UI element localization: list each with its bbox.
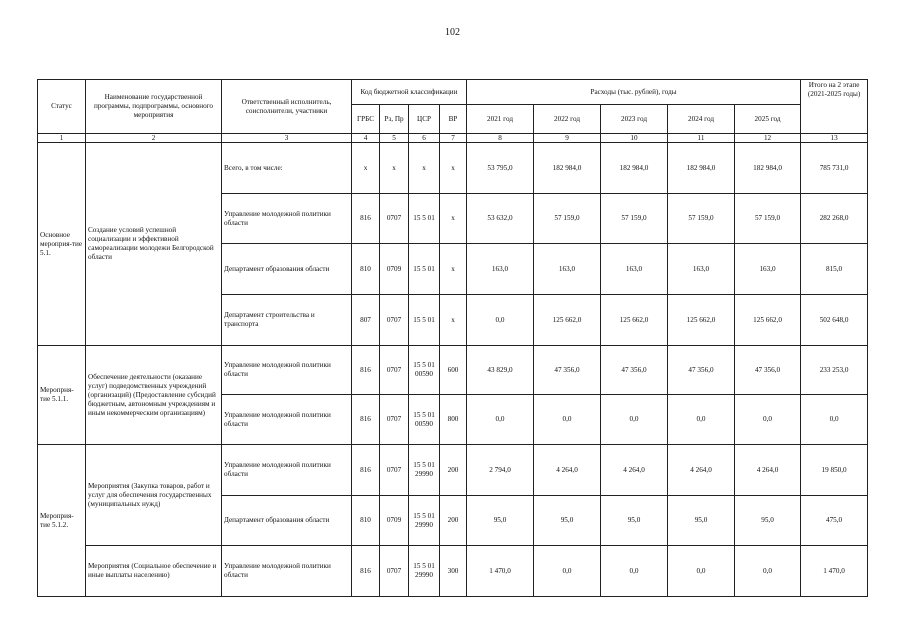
measure-name-cell: Создание условий успешной социализации и эффективной самореализации молодежи Белгородской области: [86, 143, 222, 346]
executor-cell: Департамент образования области: [222, 496, 352, 546]
executor-cell: Департамент образования области: [222, 244, 352, 295]
header-rz-pr: Рз, Пр: [380, 105, 409, 134]
grbs-cell: 810: [352, 496, 380, 546]
vr-cell: 800: [440, 395, 467, 445]
header-2021: 2021 год: [467, 105, 534, 134]
header-2025: 2025 год: [735, 105, 801, 134]
amount-2024-cell: 47 356,0: [668, 346, 735, 395]
header-total: Итого на 2 этапе (2021-2025 годы): [801, 80, 868, 134]
measure-name-cell: Обеспечение деятельности (оказание услуг) подведомственных учреждений (организаций) (Предоставление субсидий бюджетным, автономным учреждениям и иным некоммерческим организациям): [86, 346, 222, 445]
amount-2022-cell: 57 159,0: [534, 194, 601, 244]
total-cell: 475,0: [801, 496, 868, 546]
rz-pr-cell: 0707: [380, 395, 409, 445]
grbs-cell: 816: [352, 346, 380, 395]
header-2023: 2023 год: [601, 105, 668, 134]
csr-cell: 15 5 01 00590: [409, 346, 440, 395]
amount-2021-cell: 0,0: [467, 395, 534, 445]
col-index: 12: [735, 134, 801, 143]
status-cell: Меропрня-тие 5.1.1.: [38, 346, 86, 445]
amount-2021-cell: 163,0: [467, 244, 534, 295]
header-executor: Ответственный исполнитель, соисполнители, участники: [222, 80, 352, 134]
status-cell: Мероприя-тие 5.1.2.: [38, 445, 86, 597]
grbs-cell: 816: [352, 546, 380, 597]
grbs-cell: x: [352, 143, 380, 194]
measure-name-cell: Мероприятия (Закупка товаров, работ и услуг для обеспечения государственных (муниципальных нужд): [86, 445, 222, 546]
amount-2021-cell: 53 632,0: [467, 194, 534, 244]
vr-cell: 200: [440, 496, 467, 546]
grbs-cell: 816: [352, 395, 380, 445]
col-index: 13: [801, 134, 868, 143]
csr-cell: 15 5 01: [409, 244, 440, 295]
amount-2023-cell: 47 356,0: [601, 346, 668, 395]
header-vr: ВР: [440, 105, 467, 134]
col-index: 1: [38, 134, 86, 143]
table-row: [38, 143, 868, 194]
vr-cell: 200: [440, 445, 467, 496]
amount-2024-cell: 125 662,0: [668, 295, 735, 346]
total-cell: 0,0: [801, 395, 868, 445]
total-cell: 282 268,0: [801, 194, 868, 244]
rz-pr-cell: 0707: [380, 194, 409, 244]
executor-cell: Управление молодежной политики области: [222, 346, 352, 395]
header-budget-code: Код бюджетной классификации: [352, 80, 467, 105]
header-grbs: ГРБС: [352, 105, 380, 134]
table-row: [38, 445, 868, 496]
amount-2025-cell: 182 984,0: [735, 143, 801, 194]
total-cell: 815,0: [801, 244, 868, 295]
amount-2024-cell: 57 159,0: [668, 194, 735, 244]
amount-2022-cell: 47 356,0: [534, 346, 601, 395]
header-status: Статус: [38, 80, 86, 134]
vr-cell: x: [440, 295, 467, 346]
amount-2022-cell: 125 662,0: [534, 295, 601, 346]
amount-2022-cell: 163,0: [534, 244, 601, 295]
executor-cell: Управление молодежной политики области: [222, 546, 352, 597]
rz-pr-cell: 0707: [380, 546, 409, 597]
executor-cell: Управление молодежной политики области: [222, 194, 352, 244]
header-expenses: Расходы (тыс. рублей), годы: [467, 80, 801, 105]
amount-2021-cell: 0,0: [467, 295, 534, 346]
amount-2024-cell: 4 264,0: [668, 445, 735, 496]
amount-2024-cell: 182 984,0: [668, 143, 735, 194]
amount-2023-cell: 95,0: [601, 496, 668, 546]
grbs-cell: 807: [352, 295, 380, 346]
amount-2025-cell: 4 264,0: [735, 445, 801, 496]
executor-cell: Департамент строительства и транспорта: [222, 295, 352, 346]
amount-2025-cell: 57 159,0: [735, 194, 801, 244]
rz-pr-cell: 0709: [380, 496, 409, 546]
amount-2022-cell: 95,0: [534, 496, 601, 546]
csr-cell: 15 5 01: [409, 194, 440, 244]
executor-cell: Управление молодежной политики области: [222, 445, 352, 496]
rz-pr-cell: 0707: [380, 346, 409, 395]
budget-table: [37, 79, 868, 597]
csr-cell: 15 5 01 29990: [409, 546, 440, 597]
amount-2025-cell: 47 356,0: [735, 346, 801, 395]
col-index: 9: [534, 134, 601, 143]
col-index: 8: [467, 134, 534, 143]
executor-cell: Управление молодежной политики области: [222, 395, 352, 445]
rz-pr-cell: 0707: [380, 295, 409, 346]
grbs-cell: 810: [352, 244, 380, 295]
col-index: 3: [222, 134, 352, 143]
col-index: 2: [86, 134, 222, 143]
vr-cell: x: [440, 143, 467, 194]
col-index: 10: [601, 134, 668, 143]
amount-2023-cell: 4 264,0: [601, 445, 668, 496]
rz-pr-cell: x: [380, 143, 409, 194]
amount-2025-cell: 163,0: [735, 244, 801, 295]
rz-pr-cell: 0709: [380, 244, 409, 295]
amount-2024-cell: 0,0: [668, 546, 735, 597]
vr-cell: 600: [440, 346, 467, 395]
header-name: Наименование государственной программы, подпрограммы, основного мероприятия: [86, 80, 222, 134]
amount-2023-cell: 0,0: [601, 546, 668, 597]
vr-cell: 300: [440, 546, 467, 597]
amount-2025-cell: 95,0: [735, 496, 801, 546]
vr-cell: x: [440, 244, 467, 295]
rz-pr-cell: 0707: [380, 445, 409, 496]
col-index: 11: [668, 134, 735, 143]
header-csr: ЦСР: [409, 105, 440, 134]
amount-2021-cell: 53 795,0: [467, 143, 534, 194]
amount-2022-cell: 4 264,0: [534, 445, 601, 496]
page-number: 102: [445, 27, 460, 38]
csr-cell: 15 5 01: [409, 295, 440, 346]
amount-2022-cell: 0,0: [534, 395, 601, 445]
amount-2021-cell: 1 470,0: [467, 546, 534, 597]
grbs-cell: 816: [352, 194, 380, 244]
header-2024: 2024 год: [668, 105, 735, 134]
header-2022: 2022 год: [534, 105, 601, 134]
col-index: 7: [440, 134, 467, 143]
col-index: 6: [409, 134, 440, 143]
col-index: 4: [352, 134, 380, 143]
csr-cell: x: [409, 143, 440, 194]
table-row: [38, 546, 868, 597]
amount-2023-cell: 182 984,0: [601, 143, 668, 194]
amount-2023-cell: 125 662,0: [601, 295, 668, 346]
total-cell: 19 850,0: [801, 445, 868, 496]
csr-cell: 15 5 01 29990: [409, 496, 440, 546]
table-row: [38, 346, 868, 395]
total-cell: 1 470,0: [801, 546, 868, 597]
csr-cell: 15 5 01 00590: [409, 395, 440, 445]
amount-2023-cell: 57 159,0: [601, 194, 668, 244]
amount-2021-cell: 95,0: [467, 496, 534, 546]
col-index: 5: [380, 134, 409, 143]
amount-2025-cell: 0,0: [735, 395, 801, 445]
amount-2024-cell: 163,0: [668, 244, 735, 295]
amount-2024-cell: 0,0: [668, 395, 735, 445]
amount-2025-cell: 125 662,0: [735, 295, 801, 346]
amount-2022-cell: 182 984,0: [534, 143, 601, 194]
executor-cell: Всего, в том числе:: [222, 143, 352, 194]
amount-2022-cell: 0,0: [534, 546, 601, 597]
total-cell: 785 731,0: [801, 143, 868, 194]
amount-2023-cell: 0,0: [601, 395, 668, 445]
total-cell: 233 253,0: [801, 346, 868, 395]
amount-2025-cell: 0,0: [735, 546, 801, 597]
amount-2021-cell: 2 794,0: [467, 445, 534, 496]
vr-cell: x: [440, 194, 467, 244]
grbs-cell: 816: [352, 445, 380, 496]
total-cell: 502 648,0: [801, 295, 868, 346]
csr-cell: 15 5 01 29990: [409, 445, 440, 496]
amount-2024-cell: 95,0: [668, 496, 735, 546]
status-cell: Основное мероприя-тие 5.1.: [38, 143, 86, 346]
measure-name-cell: Мероприятия (Социальное обеспечение и иные выплаты населению): [86, 546, 222, 597]
amount-2023-cell: 163,0: [601, 244, 668, 295]
amount-2021-cell: 43 829,0: [467, 346, 534, 395]
